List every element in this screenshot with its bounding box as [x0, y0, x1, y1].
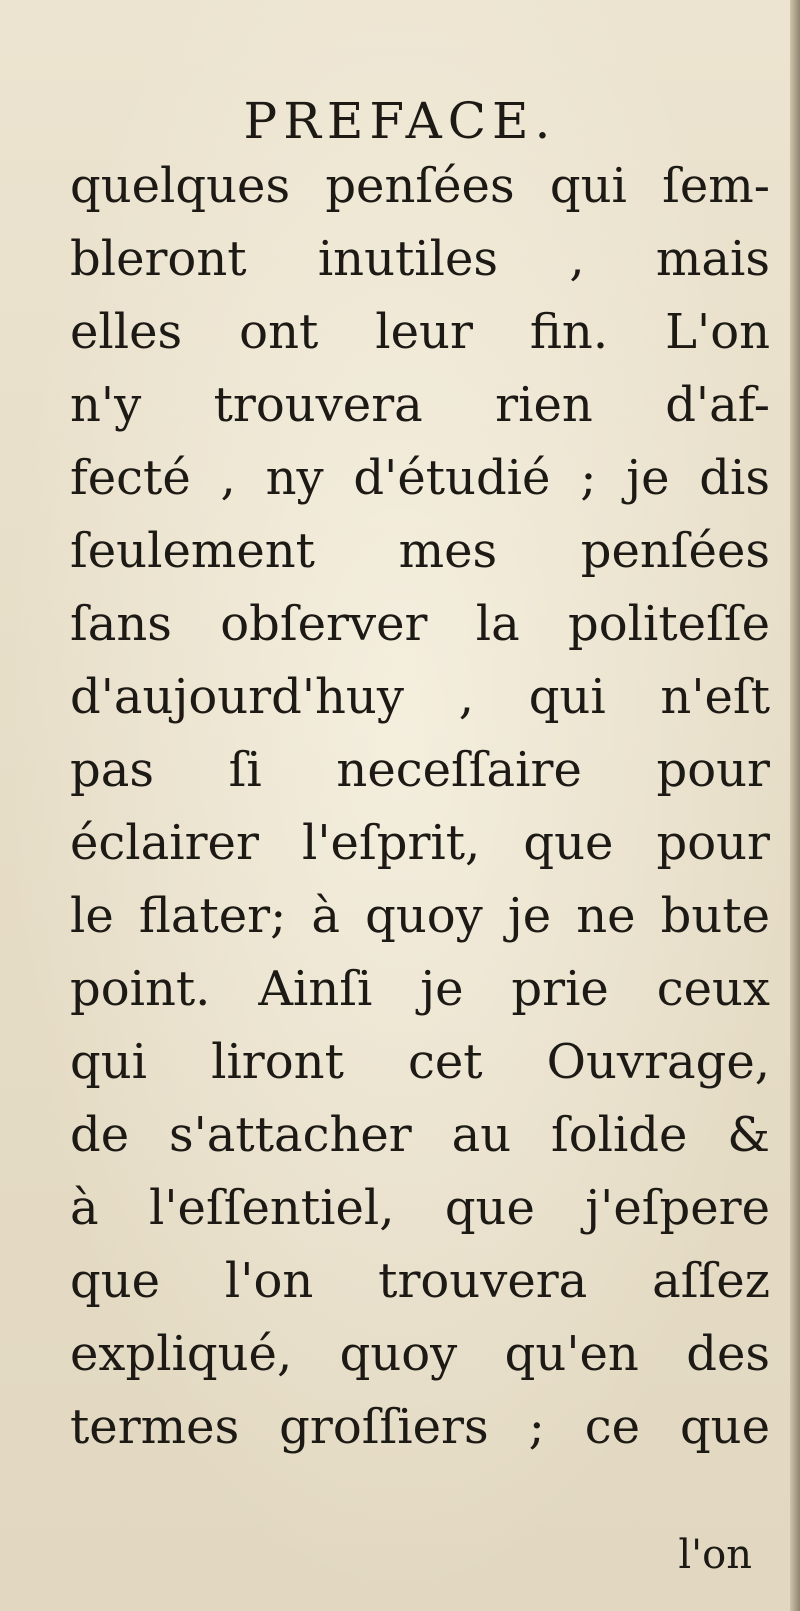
text-line: ſeulement mes penſées — [70, 523, 770, 579]
text-line: bleront inutiles , mais — [70, 231, 770, 287]
text-line: point. Ainſi je prie ceux — [70, 961, 770, 1017]
text-line: à l'eſſentiel, que j'eſpere — [70, 1180, 770, 1236]
text-line: expliqué, quoy qu'en des — [70, 1326, 770, 1382]
text-line: qui liront cet Ouvrage, — [70, 1034, 770, 1090]
text-line: termes groſſiers ; ce que — [70, 1399, 770, 1455]
running-title: PREFACE. — [243, 92, 557, 150]
text-line: pas ſi neceſſaire pour — [70, 742, 770, 798]
text-line: quelques penſées qui ſem- — [70, 158, 770, 214]
text-line: ſans obſerver la politeſſe — [70, 596, 770, 652]
text-line: d'aujourd'huy , qui n'eſt — [70, 669, 770, 725]
text-line: n'y trouvera rien d'af- — [70, 377, 770, 433]
text-line: fecté , ny d'étudié ; je dis — [70, 450, 770, 506]
page-edge — [790, 0, 800, 1611]
text-line: le flater; à quoy je ne bute — [70, 888, 770, 944]
text-line: de s'attacher au ſolide & — [70, 1107, 770, 1163]
text-line: elles ont leur fin. L'on — [70, 304, 770, 360]
text-line: que l'on trouvera aſſez — [70, 1253, 770, 1309]
text-line: éclairer l'eſprit, que pour — [70, 815, 770, 871]
catchword: l'on — [678, 1532, 752, 1578]
body-text — [70, 150, 770, 1464]
